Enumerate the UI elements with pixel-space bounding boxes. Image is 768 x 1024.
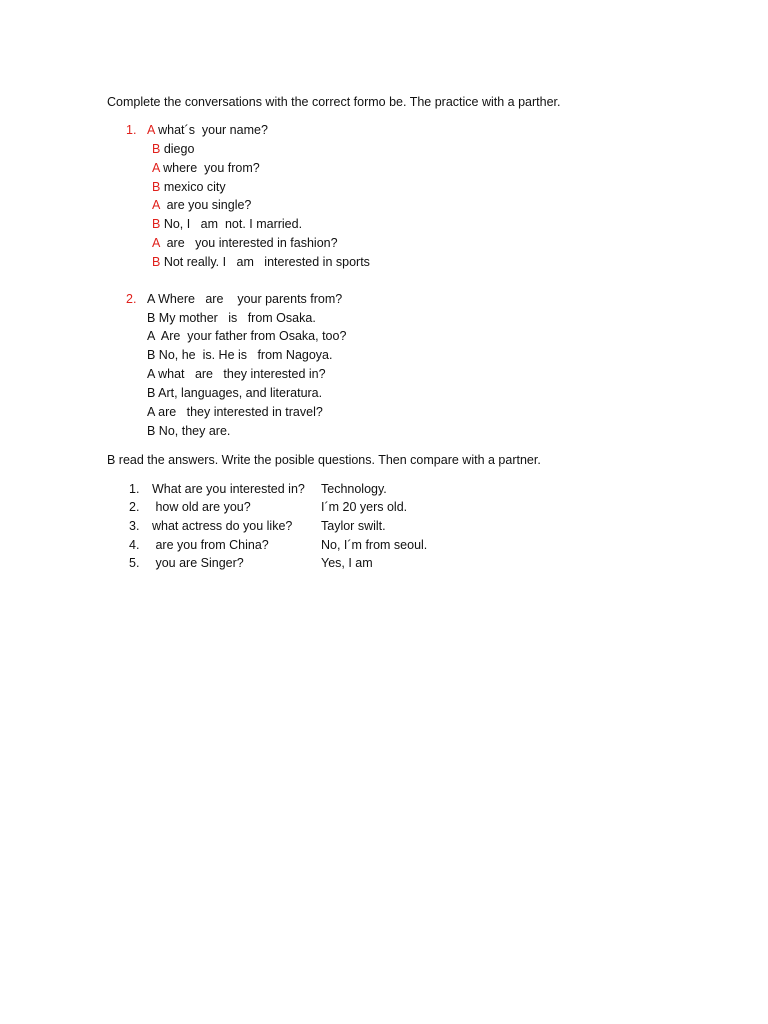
qa-question: how old are you?	[152, 500, 251, 514]
qa-question: what actress do you like?	[152, 519, 293, 533]
instructions-2: B read the answers. Write the posible questions. Then compare with a partner.	[107, 453, 541, 467]
qa-question: are you from China?	[152, 538, 269, 552]
conv2-line: B Art, languages, and literatura.	[147, 386, 323, 400]
line-text: what´s your name?	[154, 123, 268, 137]
conv2-line: B No, he is. He is from Nagoya.	[147, 348, 333, 362]
line-text: mexico city	[160, 180, 226, 194]
conv2-line: B My mother is from Osaka.	[147, 311, 316, 325]
conv1-line	[152, 254, 370, 270]
conv1-line	[152, 141, 194, 157]
conv1-line	[152, 179, 226, 195]
qa-answer: Yes, I am	[321, 556, 373, 570]
qa-number: 5.	[129, 556, 140, 570]
qa-number: 1.	[129, 482, 140, 496]
conv2-line: B No, they are.	[147, 424, 231, 438]
qa-answer: I´m 20 yers old.	[321, 500, 408, 514]
speaker-label: A	[152, 161, 160, 175]
conv1-line	[152, 216, 302, 232]
conv2-line: A Where are your parents from?	[147, 292, 343, 306]
line-text: are you single?	[159, 198, 252, 212]
speaker-label: A	[152, 198, 160, 212]
instructions-1: Complete the conversations with the correct formo be. The practice with a parther.	[107, 95, 561, 109]
conv2-line: A what are they interested in?	[147, 367, 326, 381]
line-text: No, I am not. I married.	[160, 217, 303, 231]
qa-number: 4.	[129, 538, 140, 552]
conv1-line	[152, 235, 338, 251]
qa-answer: Taylor swilt.	[321, 519, 386, 533]
line-text: Not really. I am interested in sports	[160, 255, 370, 269]
speaker-label: B	[152, 217, 161, 231]
conv1-line	[152, 197, 251, 213]
speaker-label: A	[147, 123, 155, 137]
speaker-label: A	[152, 236, 160, 250]
qa-answer: No, I´m from seoul.	[321, 538, 428, 552]
line-text: where you from?	[159, 161, 260, 175]
speaker-label: B	[152, 180, 161, 194]
conv2-line: A Are your father from Osaka, too?	[147, 329, 347, 343]
qa-number: 3.	[129, 519, 140, 533]
qa-answer: Technology.	[321, 482, 387, 496]
conversation-2-number: 2.	[126, 292, 137, 306]
conv2-line: A are they interested in travel?	[147, 405, 323, 419]
speaker-label: B	[152, 142, 161, 156]
conv1-line	[152, 160, 260, 176]
speaker-label: B	[152, 255, 161, 269]
qa-question: you are Singer?	[152, 556, 244, 570]
qa-number: 2.	[129, 500, 140, 514]
line-text: are you interested in fashion?	[159, 236, 338, 250]
line-text: diego	[160, 142, 195, 156]
qa-question: What are you interested in?	[152, 482, 305, 496]
conv1-line	[147, 122, 268, 138]
conversation-1-number: 1.	[126, 123, 137, 137]
